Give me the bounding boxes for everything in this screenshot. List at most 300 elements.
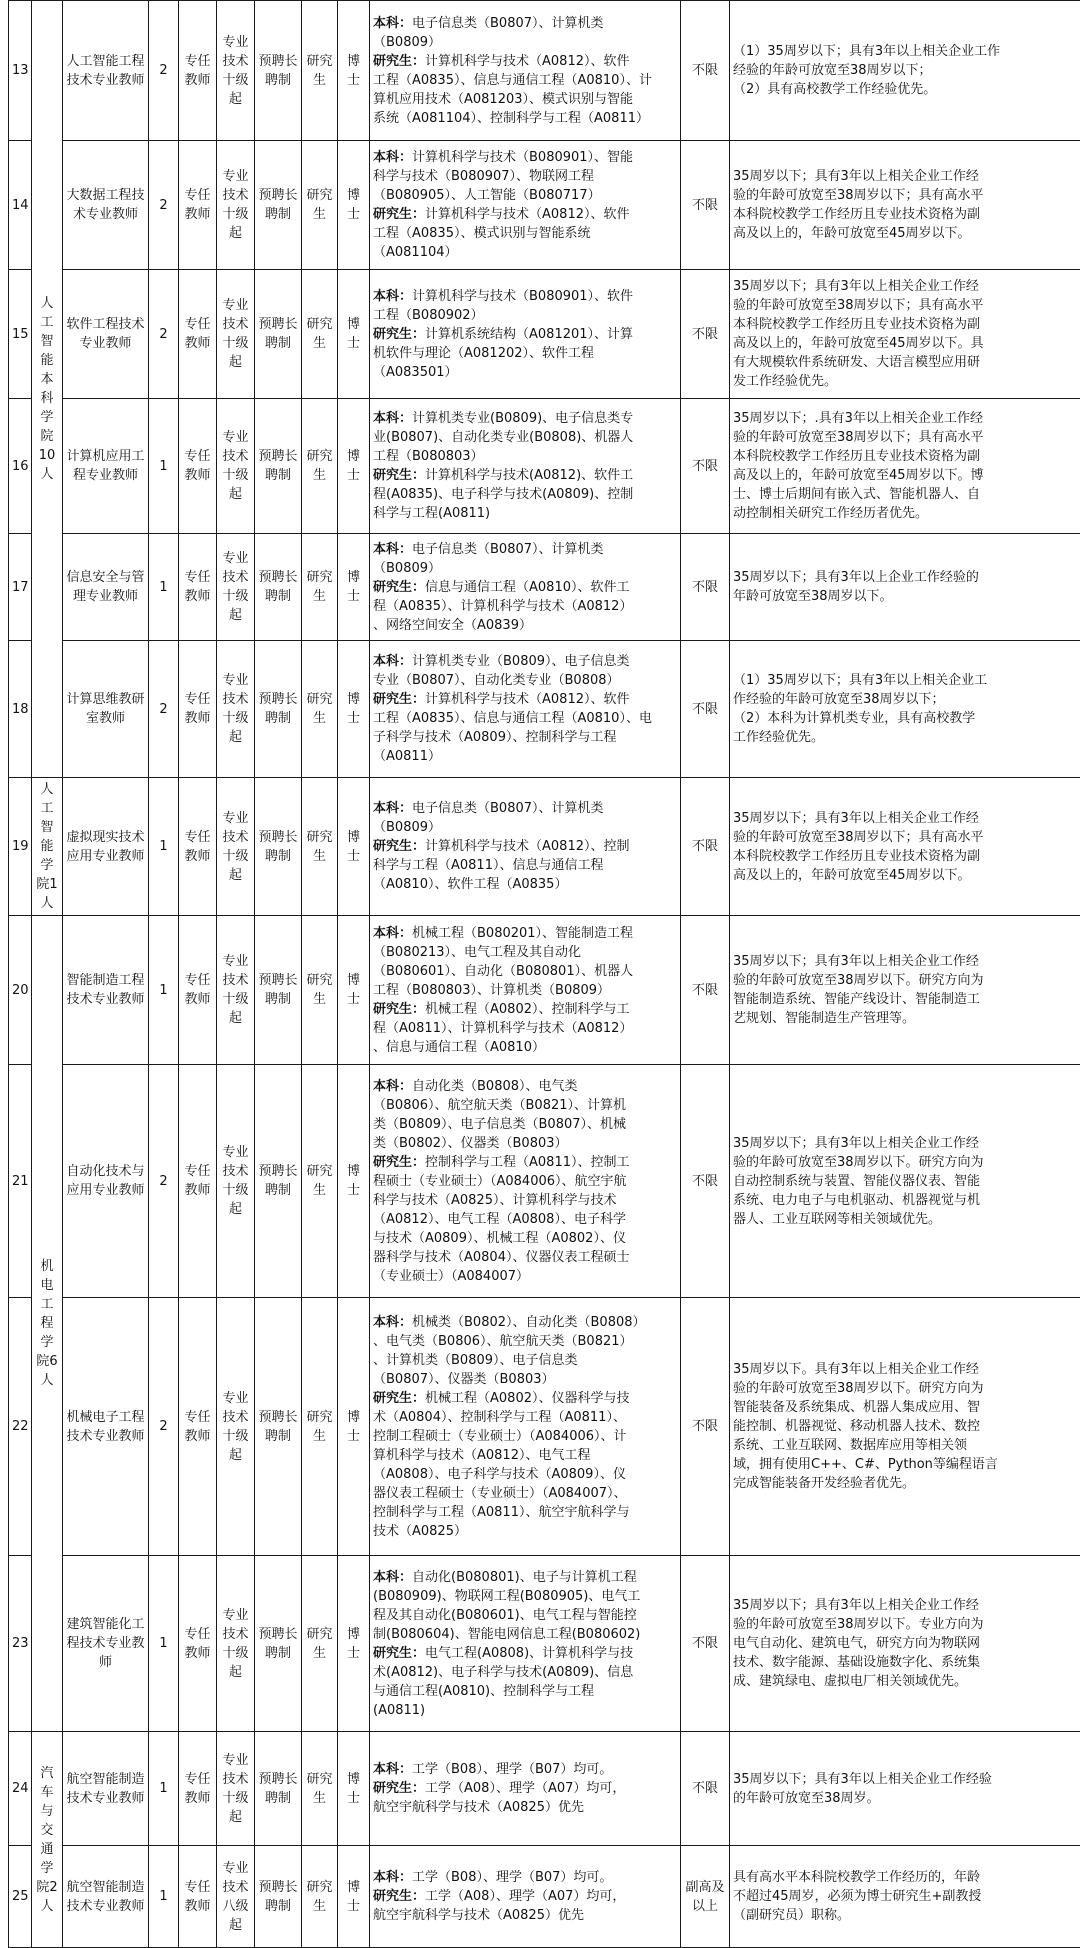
- major-line: （A081104）: [373, 243, 677, 262]
- post-name: 智能制造工程技术专业教师: [63, 916, 149, 1065]
- row-number: 24: [9, 1732, 32, 1846]
- major-requirements: [370, 916, 681, 1065]
- major-label: 本科：: [373, 801, 412, 816]
- major-line: （A0812）、电气工程（A0808）、电子科学: [373, 1210, 677, 1229]
- degree-req: 博士: [338, 1298, 370, 1556]
- major-line: 本科：自动化(B080801)、电子与计算机工程: [373, 1568, 677, 1587]
- education-req: 研究生: [302, 1, 338, 141]
- major-line: 程(A0835)、电子科学与技术(A0809)、控制: [373, 485, 677, 504]
- major-line: 与技术（A0809）、机械工程（A0802）、仪: [373, 1229, 677, 1248]
- other-requirements: [730, 141, 1080, 270]
- major-label: 研究生：: [373, 1391, 425, 1406]
- other-requirement-line: 的年龄可放宽至38周岁。: [733, 1789, 1080, 1808]
- employment-mode: 预聘长聘制: [255, 1065, 302, 1298]
- other-requirements: [730, 1732, 1080, 1846]
- post-name: 计算机应用工程专业教师: [63, 399, 149, 534]
- major-line: 、网络空间安全（A0839）: [373, 616, 677, 635]
- major-line: 系统（A081104）、控制科学与工程（A0811）: [373, 109, 677, 128]
- major-label: 本科：: [373, 654, 412, 669]
- major-line: 、计算机类（B0809）、电子信息类: [373, 1351, 677, 1370]
- other-requirements: [730, 1556, 1080, 1732]
- row-number: 15: [9, 270, 32, 399]
- other-requirement-line: 士、博士后期间有嵌入式、智能机器人、自: [733, 485, 1080, 504]
- hire-count: 2: [149, 1065, 179, 1298]
- post-type: 专任教师: [179, 270, 217, 399]
- other-requirement-line: 35周岁以下；具有3年以上相关企业工作经: [733, 1596, 1080, 1615]
- major-line: （A0808）、电子科学与技术（A0809）、仪: [373, 1465, 677, 1484]
- post-type: 专任教师: [179, 141, 217, 270]
- row-number: 20: [9, 916, 32, 1065]
- hire-count: 1: [149, 1556, 179, 1732]
- major-line: 航空宇航科学与技术（A0825）优先: [373, 1798, 677, 1817]
- hire-count: 2: [149, 641, 179, 778]
- major-line: 术(A0812)、电子科学与技术(A0809)、信息: [373, 1663, 677, 1682]
- row-number: 13: [9, 1, 32, 141]
- major-label: 研究生：: [373, 327, 425, 342]
- other-requirement-line: 本科院校教学工作经历且专业技术资格为副: [733, 315, 1080, 334]
- degree-req: 博士: [338, 1732, 370, 1846]
- table-row: [9, 1, 1080, 141]
- major-label: 研究生：: [373, 468, 425, 483]
- education-req: 研究生: [302, 534, 338, 641]
- major-line: 本科：电子信息类（B0807）、计算机类: [373, 799, 677, 818]
- major-line: 算机应用技术（A081203）、模式识别与智能: [373, 90, 677, 109]
- degree-req: 博士: [338, 1556, 370, 1732]
- table-row: [9, 1732, 1080, 1846]
- major-line: 研究生：工学（A08）、理学（A07）均可，: [373, 1779, 677, 1798]
- hire-count: 2: [149, 270, 179, 399]
- other-requirement-line: 工作经验优先。: [733, 728, 1080, 747]
- college-name: 人工智能学院1人: [32, 778, 63, 916]
- title-requirement: 不限: [681, 141, 730, 270]
- major-line: （B080905）、人工智能（B080717）: [373, 186, 677, 205]
- major-label: 研究生：: [373, 1002, 425, 1017]
- major-line: 研究生：控制科学与工程（A0811）、控制工: [373, 1153, 677, 1172]
- other-requirements: [730, 399, 1080, 534]
- other-requirement-line: 验的年龄可放宽至38周岁以下；具有高水平: [733, 186, 1080, 205]
- table-row: [9, 1556, 1080, 1732]
- hire-count: 2: [149, 1, 179, 141]
- major-line: 本科：计算机类专业（B0809）、电子信息类: [373, 652, 677, 671]
- post-level: 专业技术十级起: [217, 534, 255, 641]
- education-req: 研究生: [302, 270, 338, 399]
- major-line: （B0809）: [373, 559, 677, 578]
- major-line: 工程（A0835）、信息与通信工程（A0810）、计: [373, 71, 677, 90]
- employment-mode: 预聘长聘制: [255, 1, 302, 141]
- hire-count: 1: [149, 399, 179, 534]
- post-level: 专业技术十级起: [217, 1732, 255, 1846]
- other-requirement-line: 验的年龄可放宽至38周岁以下。研究方向为: [733, 971, 1080, 990]
- education-req: 研究生: [302, 778, 338, 916]
- major-line: 本科：机械类（B0802）、自动化类（B0808）: [373, 1313, 677, 1332]
- post-name: 航空智能制造技术专业教师: [63, 1846, 149, 1948]
- post-type: 专任教师: [179, 399, 217, 534]
- major-line: 程（A0835）、计算机科学与技术（A0812）: [373, 597, 677, 616]
- major-line: 研究生：计算机科学与技术（A0812）、软件: [373, 690, 677, 709]
- row-number: 23: [9, 1556, 32, 1732]
- degree-req: 博士: [338, 1065, 370, 1298]
- major-line: （B080601）、自动化（B080801）、机器人: [373, 962, 677, 981]
- other-requirement-line: 成、建筑绿电、虚拟电厂相关领域优先。: [733, 1672, 1080, 1691]
- post-name: 计算思维教研室教师: [63, 641, 149, 778]
- major-line: 本科：电子信息类（B0807）、计算机类: [373, 14, 677, 33]
- other-requirements: [730, 1, 1080, 141]
- employment-mode: 预聘长聘制: [255, 1732, 302, 1846]
- degree-req: 博士: [338, 1, 370, 141]
- major-line: 研究生：计算机科学与技术(A0812)、软件工: [373, 466, 677, 485]
- major-label: 本科：: [373, 542, 412, 557]
- other-requirement-line: （1）35周岁以下；具有3年以上相关企业工作: [733, 42, 1080, 61]
- other-requirement-line: 发工作经验优先。: [733, 372, 1080, 391]
- degree-req: 博士: [338, 1846, 370, 1948]
- degree-req: 博士: [338, 270, 370, 399]
- other-requirement-line: 验的年龄可放宽至38周岁以下。专业方向为: [733, 1615, 1080, 1634]
- major-label: 研究生：: [373, 207, 425, 222]
- post-name: 人工智能工程技术专业教师: [63, 1, 149, 141]
- major-label: 本科：: [373, 1762, 412, 1777]
- major-line: 科学与工程(A0811): [373, 504, 677, 523]
- post-type: 专任教师: [179, 1732, 217, 1846]
- hire-count: 2: [149, 141, 179, 270]
- hire-count: 1: [149, 1732, 179, 1846]
- other-requirement-line: 高及以上的，年龄可放宽至45周岁以下。具: [733, 334, 1080, 353]
- major-line: 工程（A0835）、模式识别与智能系统: [373, 224, 677, 243]
- major-line: 、电气类（B0806）、航空航天类（B0821）: [373, 1332, 677, 1351]
- post-type: 专任教师: [179, 534, 217, 641]
- other-requirement-line: 35周岁以下；具有3年以上企业工作经验的: [733, 568, 1080, 587]
- post-name: 软件工程技术专业教师: [63, 270, 149, 399]
- post-name: 自动化技术与应用专业教师: [63, 1065, 149, 1298]
- major-line: 术（A0804）、控制科学与工程（A0811）、: [373, 1408, 677, 1427]
- major-line: 、信息与通信工程（A0810）: [373, 1038, 677, 1057]
- other-requirement-line: 自动控制系统与装置、智能仪器仪表、智能: [733, 1172, 1080, 1191]
- other-requirements: [730, 1065, 1080, 1298]
- major-requirements: [370, 399, 681, 534]
- other-requirement-line: 智能制造系统、智能产线设计、智能制造工: [733, 990, 1080, 1009]
- major-requirements: [370, 1732, 681, 1846]
- title-requirement: 不限: [681, 1, 730, 141]
- major-line: 本科：计算机科学与技术（B080901）、软件: [373, 287, 677, 306]
- hire-count: 1: [149, 1846, 179, 1948]
- major-line: 科学与工程（A0811）、信息与通信工程: [373, 856, 677, 875]
- college-name: 汽车与交通学院2人: [32, 1732, 63, 1948]
- other-requirement-line: 本科院校教学工作经历且专业技术资格为副: [733, 847, 1080, 866]
- table-row: [9, 270, 1080, 399]
- title-requirement: 不限: [681, 270, 730, 399]
- post-level: 专业技术十级起: [217, 1298, 255, 1556]
- major-line: (A0811): [373, 1701, 677, 1720]
- education-req: 研究生: [302, 1065, 338, 1298]
- other-requirement-line: 35周岁以下；具有3年以上相关企业工作经: [733, 952, 1080, 971]
- post-level: 专业技术十级起: [217, 399, 255, 534]
- other-requirement-line: 艺规划、智能制造生产管理等。: [733, 1009, 1080, 1028]
- post-type: 专任教师: [179, 1065, 217, 1298]
- degree-req: 博士: [338, 141, 370, 270]
- post-type: 专任教师: [179, 1556, 217, 1732]
- other-requirement-line: 有大规模软件系统研发、大语言模型应用研: [733, 353, 1080, 372]
- employment-mode: 预聘长聘制: [255, 1846, 302, 1948]
- other-requirement-line: 经验的年龄可放宽至38周岁以下；: [733, 61, 1080, 80]
- other-requirement-line: 智能装备及系统集成、机器人集成应用、智: [733, 1398, 1080, 1417]
- major-line: 航空宇航科学与技术（A0825）优先: [373, 1906, 677, 1925]
- table-row: [9, 916, 1080, 1065]
- post-name: 航空智能制造技术专业教师: [63, 1732, 149, 1846]
- major-line: 技术（A0825）: [373, 1522, 677, 1541]
- other-requirement-line: 技术、数字能源、基础设施数字化、系统集: [733, 1653, 1080, 1672]
- other-requirement-line: 域，拥有使用C++、C#、Python等编程语言: [733, 1455, 1080, 1474]
- post-type: 专任教师: [179, 1846, 217, 1948]
- education-req: 研究生: [302, 1298, 338, 1556]
- major-line: 科学与技术（A0825）、计算机科学与技术: [373, 1191, 677, 1210]
- education-req: 研究生: [302, 641, 338, 778]
- major-label: 本科：: [373, 1870, 412, 1885]
- other-requirement-line: 35周岁以下；.具有3年以上相关企业工作经: [733, 409, 1080, 428]
- post-type: 专任教师: [179, 916, 217, 1065]
- major-line: 科学与技术（B080907）、物联网工程: [373, 167, 677, 186]
- other-requirements: [730, 270, 1080, 399]
- degree-req: 博士: [338, 641, 370, 778]
- other-requirement-line: 35周岁以下；具有3年以上相关企业工作经: [733, 1134, 1080, 1153]
- other-requirement-line: （2）本科为计算机类专业，具有高校教学: [733, 709, 1080, 728]
- major-requirements: [370, 534, 681, 641]
- hire-count: 1: [149, 534, 179, 641]
- other-requirement-line: 验的年龄可放宽至38周岁以下。研究方向为: [733, 1153, 1080, 1172]
- education-req: 研究生: [302, 1732, 338, 1846]
- employment-mode: 预聘长聘制: [255, 141, 302, 270]
- other-requirement-line: 具有高水平本科院校教学工作经历的，年龄: [733, 1868, 1080, 1887]
- major-requirements: [370, 1846, 681, 1948]
- other-requirements: [730, 1298, 1080, 1556]
- table-row: [9, 1065, 1080, 1298]
- major-line: 本科：计算机类专业(B0809)、电子信息类专: [373, 409, 677, 428]
- post-name: 建筑智能化工程技术专业教师: [63, 1556, 149, 1732]
- major-line: 工程（B080902）: [373, 306, 677, 325]
- other-requirement-line: 年龄可放宽至38周岁以下。: [733, 587, 1080, 606]
- major-line: 本科：工学（B08）、理学（B07）均可。: [373, 1868, 677, 1887]
- post-level: 专业技术十级起: [217, 141, 255, 270]
- college-name: 人工智能本科学院10人: [32, 1, 63, 778]
- other-requirement-line: （1）35周岁以下；具有3年以上相关企业工: [733, 671, 1080, 690]
- title-requirement: 不限: [681, 1556, 730, 1732]
- education-req: 研究生: [302, 916, 338, 1065]
- recruitment-table: [8, 0, 1080, 1948]
- major-line: （B0809）: [373, 818, 677, 837]
- other-requirement-line: 完成智能装备开发经验者优先。: [733, 1474, 1080, 1493]
- other-requirement-line: 验的年龄可放宽至38周岁以下。研究方向为: [733, 1379, 1080, 1398]
- row-number: 17: [9, 534, 32, 641]
- title-requirement: 不限: [681, 778, 730, 916]
- employment-mode: 预聘长聘制: [255, 1298, 302, 1556]
- education-req: 研究生: [302, 399, 338, 534]
- post-level: 专业技术十级起: [217, 641, 255, 778]
- other-requirement-line: 系统、工业互联网、数据库应用等相关领: [733, 1436, 1080, 1455]
- employment-mode: 预聘长聘制: [255, 641, 302, 778]
- post-name: 大数据工程技术专业教师: [63, 141, 149, 270]
- major-line: 器仪表工程硕士（专业硕士）（A084007）、: [373, 1484, 677, 1503]
- other-requirement-line: 电气自动化、建筑电气，研究方向为物联网: [733, 1634, 1080, 1653]
- major-line: 研究生：计算机科学与技术（A0812）、软件: [373, 205, 677, 224]
- row-number: 21: [9, 1065, 32, 1298]
- post-name: 机械电子工程技术专业教师: [63, 1298, 149, 1556]
- other-requirement-line: （副研究员）职称。: [733, 1906, 1080, 1925]
- major-line: 本科：工学（B08）、理学（B07）均可。: [373, 1760, 677, 1779]
- other-requirement-line: 能控制、机器视觉、移动机器人技术、数控: [733, 1417, 1080, 1436]
- table-row: [9, 1846, 1080, 1948]
- hire-count: 1: [149, 778, 179, 916]
- major-requirements: [370, 1065, 681, 1298]
- other-requirements: [730, 1846, 1080, 1948]
- other-requirement-line: 本科院校教学工作经历且专业技术资格为副: [733, 447, 1080, 466]
- major-line: （A0810）、软件工程（A0835）: [373, 875, 677, 894]
- major-label: 研究生：: [373, 1155, 425, 1170]
- major-label: 研究生：: [373, 580, 425, 595]
- major-label: 本科：: [373, 1315, 412, 1330]
- employment-mode: 预聘长聘制: [255, 778, 302, 916]
- other-requirement-line: 本科院校教学工作经历且专业技术资格为副: [733, 205, 1080, 224]
- major-line: 控制科学与工程（A0811）、航空宇航科学与: [373, 1503, 677, 1522]
- employment-mode: 预聘长聘制: [255, 916, 302, 1065]
- major-line: 程（A0811）、计算机科学与技术（A0812）: [373, 1019, 677, 1038]
- post-level: 专业技术十级起: [217, 1556, 255, 1732]
- major-requirements: [370, 270, 681, 399]
- major-line: 研究生：计算机系统结构（A081201）、计算: [373, 325, 677, 344]
- other-requirement-line: 器人、工业互联网等相关领域优先。: [733, 1210, 1080, 1229]
- table-row: [9, 641, 1080, 778]
- major-line: 研究生：机械工程（A0802）、仪器科学与技: [373, 1389, 677, 1408]
- title-requirement: 不限: [681, 399, 730, 534]
- other-requirement-line: 不超过45周岁，必须为博士研究生+副教授: [733, 1887, 1080, 1906]
- employment-mode: 预聘长聘制: [255, 270, 302, 399]
- major-requirements: [370, 641, 681, 778]
- major-label: 研究生：: [373, 1889, 425, 1904]
- row-number: 16: [9, 399, 32, 534]
- major-line: （B0806）、航空航天类（B0821）、计算机: [373, 1096, 677, 1115]
- post-level: 专业技术十级起: [217, 916, 255, 1065]
- employment-mode: 预聘长聘制: [255, 1556, 302, 1732]
- other-requirement-line: 高及以上的，年龄可放宽至45周岁以下。: [733, 866, 1080, 885]
- major-label: 本科：: [373, 16, 412, 31]
- table-row: [9, 534, 1080, 641]
- other-requirement-line: 验的年龄可放宽至38周岁以下；具有高水平: [733, 828, 1080, 847]
- post-level: 专业技术十级起: [217, 778, 255, 916]
- other-requirement-line: 验的年龄可放宽至38周岁以下；具有高水平: [733, 296, 1080, 315]
- other-requirements: [730, 916, 1080, 1065]
- major-requirements: [370, 778, 681, 916]
- major-line: 类（B0809）、电子信息类（B0807）、机械: [373, 1115, 677, 1134]
- major-line: 研究生：信息与通信工程（A0810）、软件工: [373, 578, 677, 597]
- other-requirement-line: 高及以上的，年龄可放宽至45周岁以下。: [733, 224, 1080, 243]
- row-number: 14: [9, 141, 32, 270]
- major-label: 本科：: [373, 926, 412, 941]
- major-label: 本科：: [373, 289, 412, 304]
- post-level: 专业技术十级起: [217, 1, 255, 141]
- major-label: 本科：: [373, 1079, 412, 1094]
- row-number: 19: [9, 778, 32, 916]
- major-line: (B080909)、物联网工程(B080905)、电气工: [373, 1587, 677, 1606]
- major-label: 研究生：: [373, 692, 425, 707]
- post-level: 专业技术十级起: [217, 270, 255, 399]
- title-requirement: 副高及以上: [681, 1846, 730, 1948]
- degree-req: 博士: [338, 778, 370, 916]
- major-line: 专业（B0807）、自动化类专业（B0808）: [373, 671, 677, 690]
- major-line: 本科：电子信息类（B0807）、计算机类: [373, 540, 677, 559]
- other-requirements: [730, 641, 1080, 778]
- major-line: 研究生：机械工程（A0802）、控制科学与工: [373, 1000, 677, 1019]
- major-requirements: [370, 1298, 681, 1556]
- major-label: 研究生：: [373, 839, 425, 854]
- major-line: 制(B080604)、智能电网信息工程(B080602): [373, 1625, 677, 1644]
- table-row: [9, 1298, 1080, 1556]
- major-label: 本科：: [373, 150, 412, 165]
- major-requirements: [370, 1, 681, 141]
- other-requirement-line: 动控制相关研究工作经历者优先。: [733, 504, 1080, 523]
- other-requirement-line: 35周岁以下；具有3年以上相关企业工作经: [733, 167, 1080, 186]
- title-requirement: 不限: [681, 916, 730, 1065]
- other-requirements: [730, 778, 1080, 916]
- education-req: 研究生: [302, 1556, 338, 1732]
- major-line: 研究生：电气工程(A0808)、计算机科学与技: [373, 1644, 677, 1663]
- row-number: 18: [9, 641, 32, 778]
- major-line: （专业硕士）（A084007）: [373, 1267, 677, 1286]
- major-line: 本科：自动化类（B0808）、电气类: [373, 1077, 677, 1096]
- table-row: [9, 141, 1080, 270]
- degree-req: 博士: [338, 534, 370, 641]
- major-line: 与通信工程(A0810)、控制科学与工程: [373, 1682, 677, 1701]
- title-requirement: 不限: [681, 534, 730, 641]
- major-line: 控制工程硕士（专业硕士）（A084006）、计: [373, 1427, 677, 1446]
- other-requirement-line: 35周岁以下；具有3年以上相关企业工作经: [733, 277, 1080, 296]
- post-type: 专任教师: [179, 778, 217, 916]
- post-name: 虚拟现实技术应用专业教师: [63, 778, 149, 916]
- post-level: 专业技术八级起: [217, 1846, 255, 1948]
- major-line: 器科学与技术（A0804）、仪器仪表工程硕士: [373, 1248, 677, 1267]
- major-line: 程及其自动化(B080601)、电气工程与智能控: [373, 1606, 677, 1625]
- major-requirements: [370, 141, 681, 270]
- major-line: 类（B0802）、仪器类（B0803）: [373, 1134, 677, 1153]
- other-requirement-line: 验的年龄可放宽至38周岁以下；具有高水平: [733, 428, 1080, 447]
- other-requirements: [730, 534, 1080, 641]
- title-requirement: 不限: [681, 641, 730, 778]
- major-line: （A0811）: [373, 747, 677, 766]
- employment-mode: 预聘长聘制: [255, 399, 302, 534]
- major-line: 研究生：工学（A08）、理学（A07）均可，: [373, 1887, 677, 1906]
- table-row: [9, 778, 1080, 916]
- major-line: （B0809）: [373, 33, 677, 52]
- major-line: （B080213）、电气工程及其自动化: [373, 943, 677, 962]
- major-label: 研究生：: [373, 54, 425, 69]
- degree-req: 博士: [338, 399, 370, 534]
- major-requirements: [370, 1556, 681, 1732]
- hire-count: 2: [149, 1298, 179, 1556]
- title-requirement: 不限: [681, 1065, 730, 1298]
- major-label: 研究生：: [373, 1646, 425, 1661]
- education-req: 研究生: [302, 1846, 338, 1948]
- other-requirement-line: 高及以上的，年龄可放宽至45周岁以下。博: [733, 466, 1080, 485]
- row-number: 22: [9, 1298, 32, 1556]
- post-type: 专任教师: [179, 641, 217, 778]
- major-line: 业(B0807)、自动化类专业(B0808)、机器人: [373, 428, 677, 447]
- other-requirement-line: 35周岁以下；具有3年以上相关企业工作经: [733, 809, 1080, 828]
- major-line: 程硕士（专业硕士）（A084006）、航空宇航: [373, 1172, 677, 1191]
- major-line: 研究生：计算机科学与技术（A0812）、控制: [373, 837, 677, 856]
- hire-count: 1: [149, 916, 179, 1065]
- post-name: 信息安全与管理专业教师: [63, 534, 149, 641]
- employment-mode: 预聘长聘制: [255, 534, 302, 641]
- major-line: 本科：机械工程（B080201）、智能制造工程: [373, 924, 677, 943]
- other-requirement-line: 系统、电力电子与电机驱动、机器视觉与机: [733, 1191, 1080, 1210]
- major-line: 工程（A0835）、信息与通信工程（A0810）、电: [373, 709, 677, 728]
- post-level: 专业技术十级起: [217, 1065, 255, 1298]
